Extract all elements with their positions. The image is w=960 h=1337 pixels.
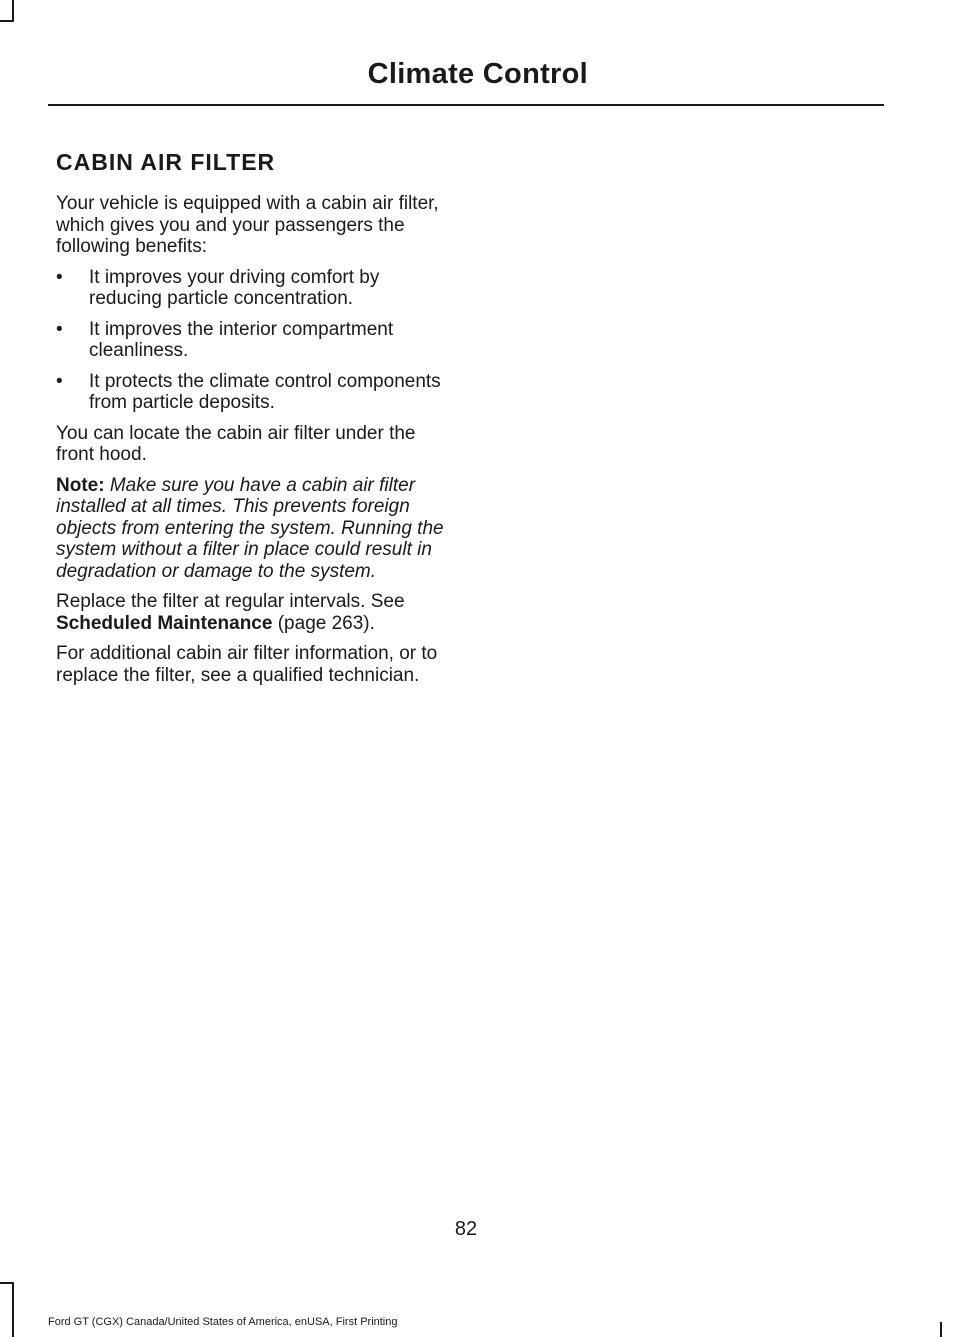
list-item	[56, 371, 448, 414]
additional-paragraph: For additional cabin air filter information, or to replace the filter, see a qualified technician.	[56, 643, 438, 686]
location-paragraph: You can locate the cabin air filter under the front hood.	[56, 422, 416, 465]
header-rule	[48, 104, 884, 106]
page-number: 82	[454, 1218, 478, 1240]
page-content	[56, 146, 448, 695]
intro-paragraph: Your vehicle is equipped with a cabin air filter, which gives you and your passengers the following benefits:	[56, 193, 439, 257]
page-reference: (page 263).	[277, 612, 375, 634]
list-item	[56, 319, 448, 362]
list-item-text: It protects the climate control components from particle deposits.	[89, 370, 441, 413]
crop-mark-top-left	[12, 0, 14, 20]
crop-mark-bottom-left	[12, 1282, 14, 1337]
replace-paragraph	[56, 591, 448, 634]
list-item-text: It improves your driving comfort by reducing particle concentration.	[89, 266, 380, 309]
chapter-title: Climate Control	[367, 58, 588, 90]
scheduled-maintenance-link[interactable]: Scheduled Maintenance	[56, 612, 273, 634]
benefits-list	[56, 267, 448, 414]
section-title: CABIN AIR FILTER	[56, 149, 276, 175]
crop-mark-bottom-left	[0, 1282, 14, 1284]
bullet-icon: •	[56, 318, 63, 340]
list-item-text: It improves the interior compartment cleanliness.	[89, 318, 394, 361]
list-item	[56, 267, 448, 310]
footer-text: Ford GT (CGX) Canada/United States of America, enUSA, First Printing	[48, 1316, 398, 1328]
note-paragraph	[56, 475, 448, 583]
note-label: Note:	[56, 474, 105, 496]
bullet-icon: •	[56, 266, 63, 288]
crop-mark-bottom-right	[940, 1322, 942, 1337]
bullet-icon: •	[56, 370, 63, 392]
note-text: Make sure you have a cabin air filter installed at all times. This prevents foreign objects from entering the system. Running the system without a filter in place could result in degradation or damage to the system.	[56, 474, 444, 582]
replace-text: Replace the filter at regular intervals. See	[56, 591, 405, 612]
crop-mark-top-left	[0, 20, 14, 22]
